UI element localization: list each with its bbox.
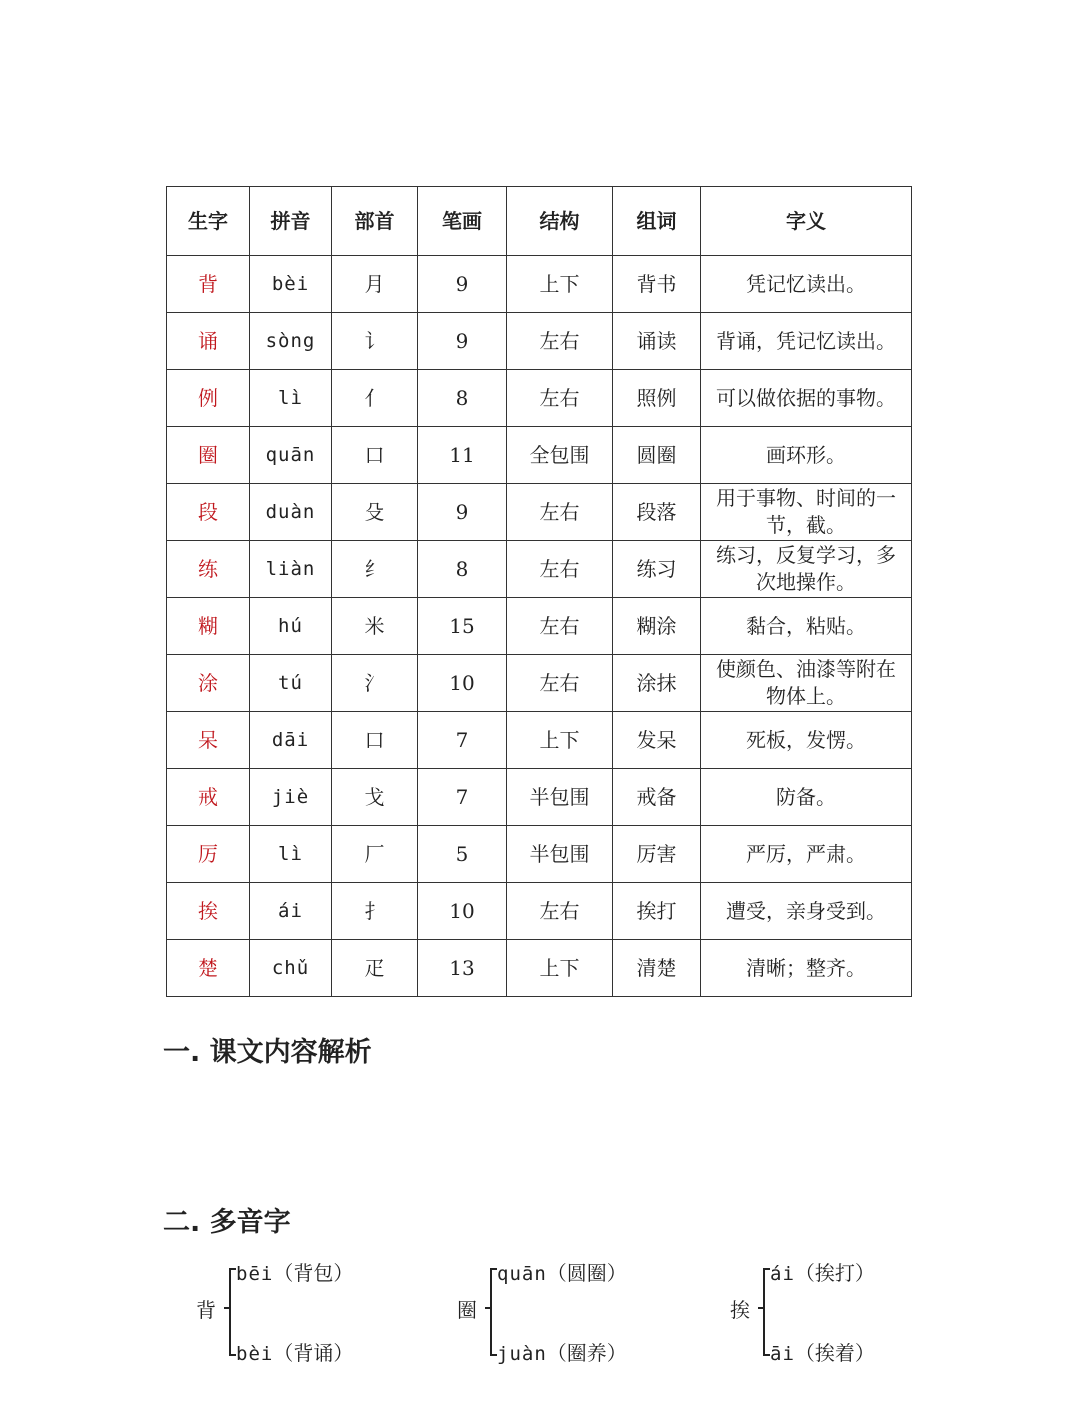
cell-meaning: 严厉，严肃。 [701, 826, 912, 883]
cell-pinyin: jiè [250, 769, 332, 826]
cell-radical: 口 [332, 712, 418, 769]
cell-strokes: 9 [418, 484, 507, 541]
cell-structure: 上下 [507, 940, 613, 997]
cell-strokes: 9 [418, 256, 507, 313]
cell-pinyin: ái [250, 883, 332, 940]
cell-pinyin: bèi [250, 256, 332, 313]
cell-strokes: 10 [418, 883, 507, 940]
cell-char: 糊 [167, 598, 250, 655]
table-row [167, 541, 912, 598]
cell-structure: 上下 [507, 256, 613, 313]
table-row [167, 427, 912, 484]
cell-radical: 口 [332, 427, 418, 484]
cell-meaning: 使颜色、油漆等附在物体上。 [701, 655, 912, 712]
cell-strokes: 8 [418, 541, 507, 598]
cell-strokes: 11 [418, 427, 507, 484]
cell-char: 呆 [167, 712, 250, 769]
cell-char: 楚 [167, 940, 250, 997]
polyphone-char: 圈 [457, 1298, 477, 1322]
cell-pinyin: lì [250, 826, 332, 883]
cell-structure: 左右 [507, 313, 613, 370]
header-pinyin: 拼音 [250, 187, 332, 256]
polyphone-group-ai [730, 1257, 990, 1367]
cell-structure: 左右 [507, 541, 613, 598]
cell-radical: 氵 [332, 655, 418, 712]
vocab-table-header [167, 187, 912, 256]
table-row [167, 313, 912, 370]
cell-radical: 厂 [332, 826, 418, 883]
cell-meaning: 凭记忆读出。 [701, 256, 912, 313]
header-radical: 部首 [332, 187, 418, 256]
cell-structure: 左右 [507, 655, 613, 712]
cell-meaning: 遭受，亲身受到。 [701, 883, 912, 940]
header-word: 组词 [613, 187, 701, 256]
cell-radical: 殳 [332, 484, 418, 541]
cell-pinyin: tú [250, 655, 332, 712]
cell-word: 练习 [613, 541, 701, 598]
cell-word: 涂抹 [613, 655, 701, 712]
cell-char: 段 [167, 484, 250, 541]
cell-word: 挨打 [613, 883, 701, 940]
cell-strokes: 9 [418, 313, 507, 370]
table-row [167, 484, 912, 541]
cell-word: 糊涂 [613, 598, 701, 655]
cell-strokes: 7 [418, 712, 507, 769]
cell-radical: 戈 [332, 769, 418, 826]
table-row [167, 256, 912, 313]
cell-structure: 上下 [507, 712, 613, 769]
table-row [167, 712, 912, 769]
cell-structure: 左右 [507, 370, 613, 427]
cell-pinyin: lì [250, 370, 332, 427]
cell-word: 发呆 [613, 712, 701, 769]
cell-radical: 月 [332, 256, 418, 313]
cell-word: 清楚 [613, 940, 701, 997]
header-structure: 结构 [507, 187, 613, 256]
cell-meaning: 可以做依据的事物。 [701, 370, 912, 427]
cell-strokes: 10 [418, 655, 507, 712]
cell-char: 厉 [167, 826, 250, 883]
cell-pinyin: hú [250, 598, 332, 655]
polyphone-group-bei [196, 1257, 456, 1367]
cell-radical: 疋 [332, 940, 418, 997]
cell-structure: 半包围 [507, 826, 613, 883]
cell-radical: 扌 [332, 883, 418, 940]
polyphone-group-quan [457, 1257, 717, 1367]
cell-meaning: 练习，反复学习，多次地操作。 [701, 541, 912, 598]
polyphone-reading-bottom: āi（挨着） [770, 1341, 875, 1365]
polyphone-reading-bottom: bèi（背诵） [236, 1341, 354, 1365]
cell-structure: 左右 [507, 484, 613, 541]
cell-word: 段落 [613, 484, 701, 541]
table-row [167, 655, 912, 712]
cell-char: 诵 [167, 313, 250, 370]
cell-char: 圈 [167, 427, 250, 484]
table-row [167, 826, 912, 883]
table-row [167, 940, 912, 997]
cell-char: 挨 [167, 883, 250, 940]
cell-pinyin: dāi [250, 712, 332, 769]
cell-word: 厉害 [613, 826, 701, 883]
cell-strokes: 5 [418, 826, 507, 883]
cell-meaning: 背诵，凭记忆读出。 [701, 313, 912, 370]
polyphone-reading-bottom: juàn（圈养） [497, 1341, 627, 1365]
cell-radical: 米 [332, 598, 418, 655]
header-strokes: 笔画 [418, 187, 507, 256]
polyphone-char: 背 [196, 1298, 216, 1322]
vocab-table-body [167, 256, 912, 997]
cell-word: 戒备 [613, 769, 701, 826]
cell-strokes: 15 [418, 598, 507, 655]
vocab-table [166, 186, 912, 997]
cell-strokes: 8 [418, 370, 507, 427]
cell-word: 背书 [613, 256, 701, 313]
cell-radical: 亻 [332, 370, 418, 427]
cell-meaning: 画环形。 [701, 427, 912, 484]
cell-word: 诵读 [613, 313, 701, 370]
table-row [167, 769, 912, 826]
cell-structure: 左右 [507, 598, 613, 655]
cell-char: 背 [167, 256, 250, 313]
cell-meaning: 用于事物、时间的一节，截。 [701, 484, 912, 541]
cell-pinyin: sòng [250, 313, 332, 370]
cell-word: 圆圈 [613, 427, 701, 484]
cell-pinyin: quān [250, 427, 332, 484]
cell-pinyin: chǔ [250, 940, 332, 997]
cell-strokes: 13 [418, 940, 507, 997]
cell-structure: 半包围 [507, 769, 613, 826]
cell-strokes: 7 [418, 769, 507, 826]
table-row [167, 598, 912, 655]
cell-pinyin: liàn [250, 541, 332, 598]
polyphone-char: 挨 [730, 1298, 750, 1322]
section-heading-analysis: 一. 课文内容解析 [163, 1037, 372, 1068]
cell-structure: 全包围 [507, 427, 613, 484]
cell-radical: 纟 [332, 541, 418, 598]
header-char: 生字 [167, 187, 250, 256]
cell-char: 例 [167, 370, 250, 427]
cell-pinyin: duàn [250, 484, 332, 541]
table-row [167, 370, 912, 427]
cell-structure: 左右 [507, 883, 613, 940]
header-meaning: 字义 [701, 187, 912, 256]
polyphone-reading-top: quān（圆圈） [497, 1261, 627, 1285]
cell-word: 照例 [613, 370, 701, 427]
polyphone-reading-top: ái（挨打） [770, 1261, 875, 1285]
cell-meaning: 清晰；整齐。 [701, 940, 912, 997]
cell-char: 涂 [167, 655, 250, 712]
cell-radical: 讠 [332, 313, 418, 370]
polyphone-reading-top: bēi（背包） [236, 1261, 354, 1285]
cell-meaning: 死板，发愣。 [701, 712, 912, 769]
section-heading-polyphones: 二. 多音字 [163, 1207, 291, 1238]
cell-char: 戒 [167, 769, 250, 826]
table-row [167, 883, 912, 940]
cell-meaning: 黏合，粘贴。 [701, 598, 912, 655]
cell-meaning: 防备。 [701, 769, 912, 826]
cell-char: 练 [167, 541, 250, 598]
